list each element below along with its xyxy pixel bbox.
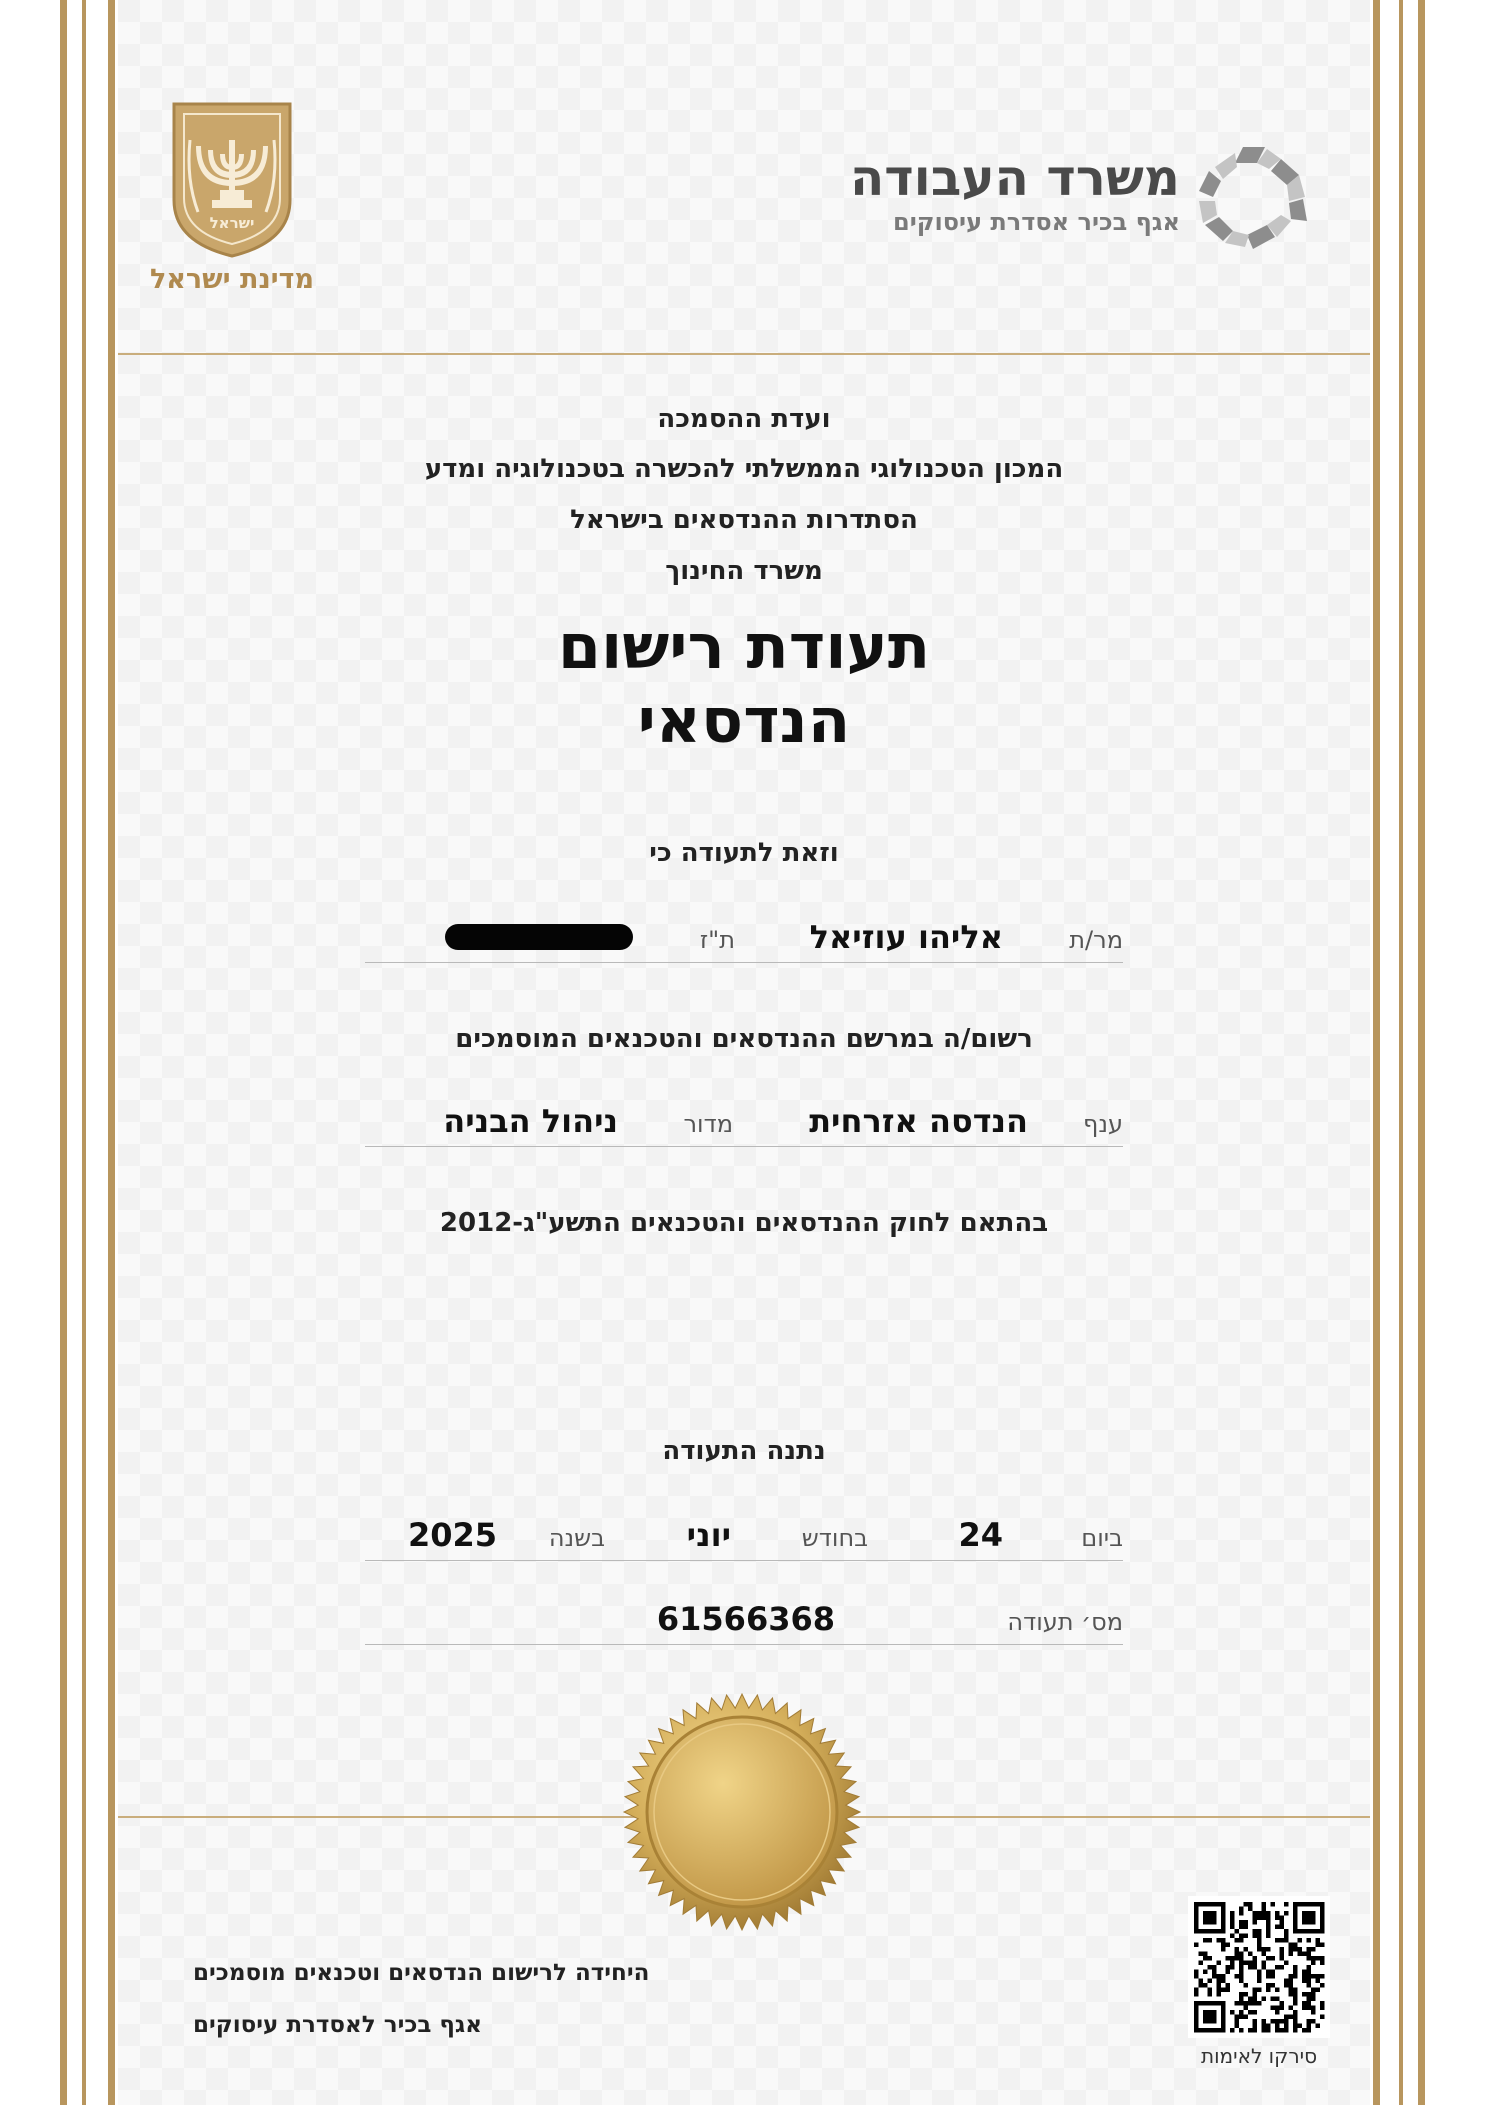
qr-code[interactable] <box>1188 1896 1330 2038</box>
ministry-name: משרד העבודה <box>849 149 1180 207</box>
ministry-logo-icon <box>1195 145 1313 255</box>
holder-id-label: ת"ז <box>699 926 735 954</box>
certificate-number-value: 61566368 <box>656 1600 835 1638</box>
frame-line-left-mid <box>82 0 86 2105</box>
emblem-caption: מדינת ישראל <box>149 264 315 295</box>
qr-caption: סירקו לאימות <box>1200 2044 1318 2068</box>
month-value: יוני <box>686 1516 731 1554</box>
day-value: 24 <box>958 1516 1003 1554</box>
certificate-title-line-1: תעודת רישום <box>557 610 931 683</box>
frame-line-right-mid <box>1399 0 1403 2105</box>
gold-seal <box>622 1692 862 1932</box>
frame-line-right-outer <box>1418 0 1425 2105</box>
holder-row <box>365 916 1123 963</box>
frame-line-right-inner <box>1373 0 1380 2105</box>
branch-label: ענף <box>1083 1110 1123 1138</box>
track-value: ניהול הבניה <box>443 1102 618 1140</box>
committee-line-1: ועדת ההסמכה <box>657 404 831 434</box>
holder-title-label: מר/ת <box>1069 926 1123 954</box>
branch-value: הנדסה אזרחית <box>809 1102 1028 1140</box>
holder-id-redaction <box>445 924 633 950</box>
specialty-row <box>365 1100 1123 1147</box>
certificate-number-row <box>365 1598 1123 1645</box>
issued-text: נתנה התעודה <box>662 1436 826 1466</box>
track-label: מדור <box>683 1110 733 1138</box>
emblem-word: ישראל <box>209 214 255 232</box>
frame-line-left-outer <box>60 0 67 2105</box>
committee-line-4: משרד החינוך <box>665 556 823 586</box>
year-label: בשנה <box>548 1524 605 1552</box>
certify-text: וזאת לתעודה כי <box>649 838 839 868</box>
footer-unit-name: היחידה לרישום הנדסאים וטכנאים מוסמכים <box>193 1960 650 1986</box>
footer-department: אגף בכיר לאסדרת עיסוקים <box>193 2012 482 2038</box>
year-value: 2025 <box>407 1516 497 1554</box>
date-row <box>365 1514 1123 1561</box>
month-label: בחודש <box>801 1524 868 1552</box>
frame-line-left-inner <box>108 0 115 2105</box>
law-text: בהתאם לחוק ההנדסאים והטכנאים התשע"ג-2012 <box>439 1208 1049 1238</box>
state-emblem <box>168 100 296 260</box>
committee-line-2: המכון הטכנולוגי הממשלתי להכשרה בטכנולוגיה ומדע <box>424 454 1064 484</box>
committee-line-3: הסתדרות ההנדסאים בישראל <box>570 505 918 535</box>
header-divider <box>118 353 1370 355</box>
certificate-title-line-2: הנדסאי <box>637 684 851 757</box>
holder-name: אליהו עוזיאל <box>809 918 1003 956</box>
ministry-subtitle: אגף בכיר אסדרת עיסוקים <box>893 208 1180 236</box>
certificate-number-label: מס׳ תעודה <box>1007 1608 1123 1636</box>
registered-text: רשום/ה במרשם ההנדסאים והטכנאים המוסמכים <box>455 1024 1033 1054</box>
day-label: ביום <box>1081 1524 1123 1552</box>
